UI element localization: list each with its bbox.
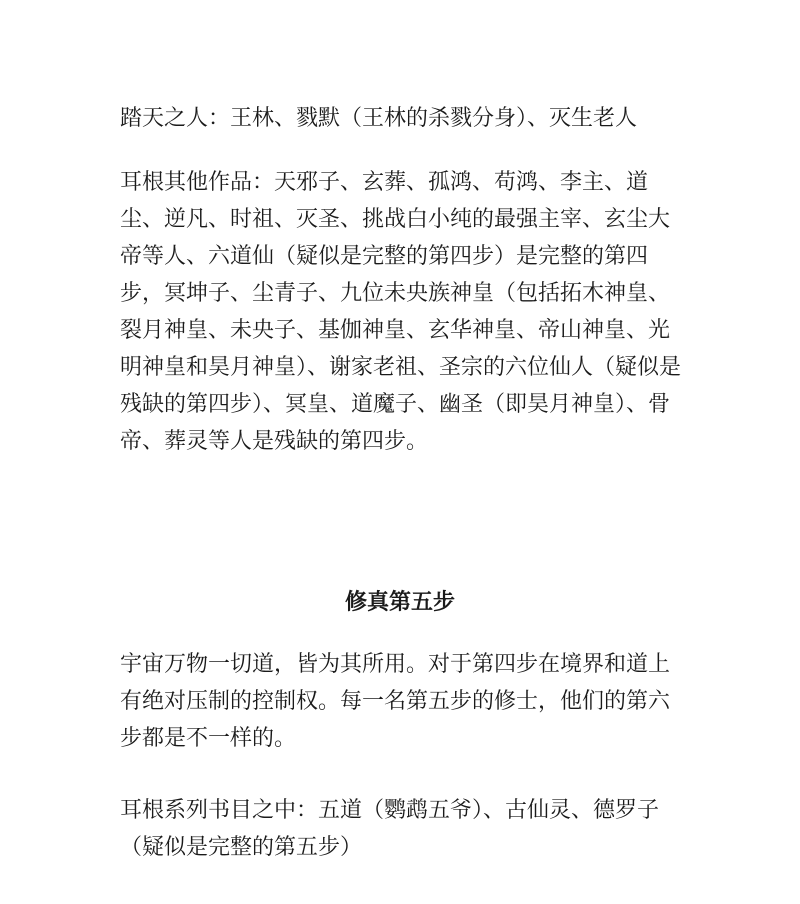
section-heading: 修真第五步 <box>344 590 455 615</box>
paragraph-ergen-other-works: 耳根其他作品：天邪子、玄葬、孤鸿、苟鸿、李主、道尘、逆凡、时祖、灭圣、挑战白小纯的最强主宰、玄尘大帝等人、六道仙（疑似是完整的第四步）是完整的第四步，冥坤子、尘青子、九位未央族神皇（包括拓木神皇、裂月神皇、未央子、基伽神皇、玄华神皇、帝山神皇、光明神皇和昊月神皇）、谢家老祖、圣宗的六位仙人（疑似是残缺的第四步）、冥皇、道魔子、幽圣（即昊月神皇）、骨帝、葬灵等人是残缺的第四步。 <box>120 170 682 454</box>
paragraph-ergen-series-fifth-step: 耳根系列书目之中：五道（鹦鹉五爷）、古仙灵、德罗子（疑似是完整的第五步） <box>120 798 660 860</box>
paragraph-tatian-people: 踏天之人：王林、戮默（王林的杀戮分身）、灭生老人 <box>120 106 638 131</box>
paragraph-fifth-step-description: 宇宙万物一切道，皆为其所用。对于第四步在境界和道上有绝对压制的控制权。每一名第五步的修士，他们的第六步都是不一样的。 <box>120 652 671 751</box>
